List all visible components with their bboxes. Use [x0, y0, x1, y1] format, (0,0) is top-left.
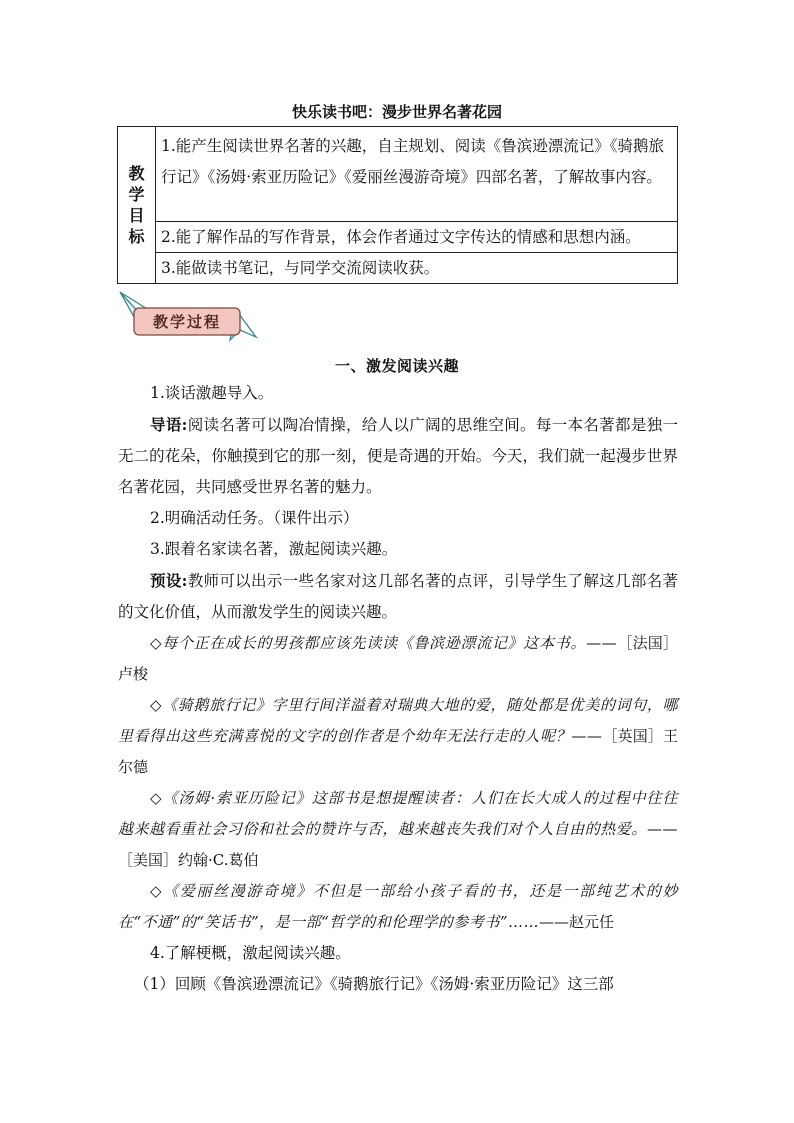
paper-plane-icon — [116, 290, 258, 344]
goals-label-char: 教 — [128, 164, 145, 183]
goal-item: 1.能产生阅读世界名著的兴趣，自主规划、阅读《鲁滨逊漂流记》《骑鹅旅行记》《汤姆·索亚历险记》《爱丽丝漫游奇境》四部名著，了解故事内容。 — [161, 137, 665, 186]
paragraph-text: 阅读名著可以陶冶情操，给人以广阔的思维空间。每一本名著都是独一无二的花朵，你触摸到它的那一刻，便是奇遇的开始。今天，我们就一起漫步世界名著花园，共同感受世界名著的魅力。 — [118, 416, 678, 496]
quote-attribution: ［美国］约翰·C.葛伯 — [118, 851, 259, 869]
goals-label — [118, 127, 156, 283]
paragraph — [118, 565, 678, 628]
quote — [118, 876, 678, 938]
goals-label-char: 学 — [128, 185, 145, 204]
paragraph-label: 预设: — [150, 571, 188, 590]
paragraph-text: 教师可以出示一些名家对这几部名著的点评，引导学生了解这几部名著的文化价值，从而激发学生的阅读兴趣。 — [118, 572, 678, 621]
paragraph: （1）回顾《鲁滨逊漂流记》《骑鹅旅行记》《汤姆·索亚历险记》这三部 — [134, 975, 614, 993]
paragraph: 2.明确活动任务。（课件出示） — [150, 509, 359, 527]
goals-label-char: 目 — [128, 206, 145, 225]
paragraph: 1.谈话激趣导入。 — [150, 384, 274, 402]
section-heading: 一、激发阅读兴趣 — [334, 357, 459, 375]
page-title: 快乐读书吧：漫步世界名著花园 — [291, 103, 502, 121]
quote-text: ◇《骑鹅旅行记》字里行间洋溢着对瑞典大地的爱，随处都是优美的词句，哪里看得出这些充满喜悦的文字的创作者是个幼年无法行走的人呢？—— — [118, 696, 678, 745]
goals-label-char: 标 — [128, 227, 145, 246]
quote-text: ◇每个正在成长的男孩都应该先读读《鲁滨逊漂流记》这本书。—— — [150, 634, 618, 652]
paragraph — [118, 409, 678, 503]
teaching-process-badge — [116, 290, 258, 344]
quote — [118, 783, 678, 876]
quote — [118, 628, 678, 690]
body-text — [118, 378, 678, 1000]
goal-item: 2.能了解作品的写作背景，体会作者通过文字传达的情感和思想内涵。 — [156, 221, 677, 252]
teaching-goals-table — [117, 126, 678, 284]
quote — [118, 690, 678, 783]
paragraph: 4.了解梗概，激起阅读兴趣。 — [150, 944, 351, 962]
goals-content — [156, 127, 677, 283]
paragraph: 3.跟着名家读名著，激起阅读兴趣。 — [150, 540, 398, 558]
quote-attribution: ［英国］王尔德 — [118, 727, 678, 776]
quote-attribution: ［法国］卢梭 — [118, 634, 678, 683]
quote-attribution: ——赵元任 — [539, 913, 615, 931]
quote-text: ◇《爱丽丝漫游奇境》不但是一部给小孩子看的书，还是一部纯艺术的妙在“不通”的“笑话书”，是一部“哲学的和伦理学的参考书”…… — [118, 882, 678, 931]
paragraph-label: 导语: — [150, 415, 188, 434]
badge-text: 教学过程 — [152, 313, 222, 331]
goal-item: 3.能做读书笔记，与同学交流阅读收获。 — [156, 252, 677, 284]
quote-text: ◇《汤姆·索亚历险记》这部书是想提醒读者：人们在长大成人的过程中往往越来越看重社会习俗和社会的赞许与否，越来越丧失我们对个人自由的热爱。—— — [118, 789, 678, 838]
